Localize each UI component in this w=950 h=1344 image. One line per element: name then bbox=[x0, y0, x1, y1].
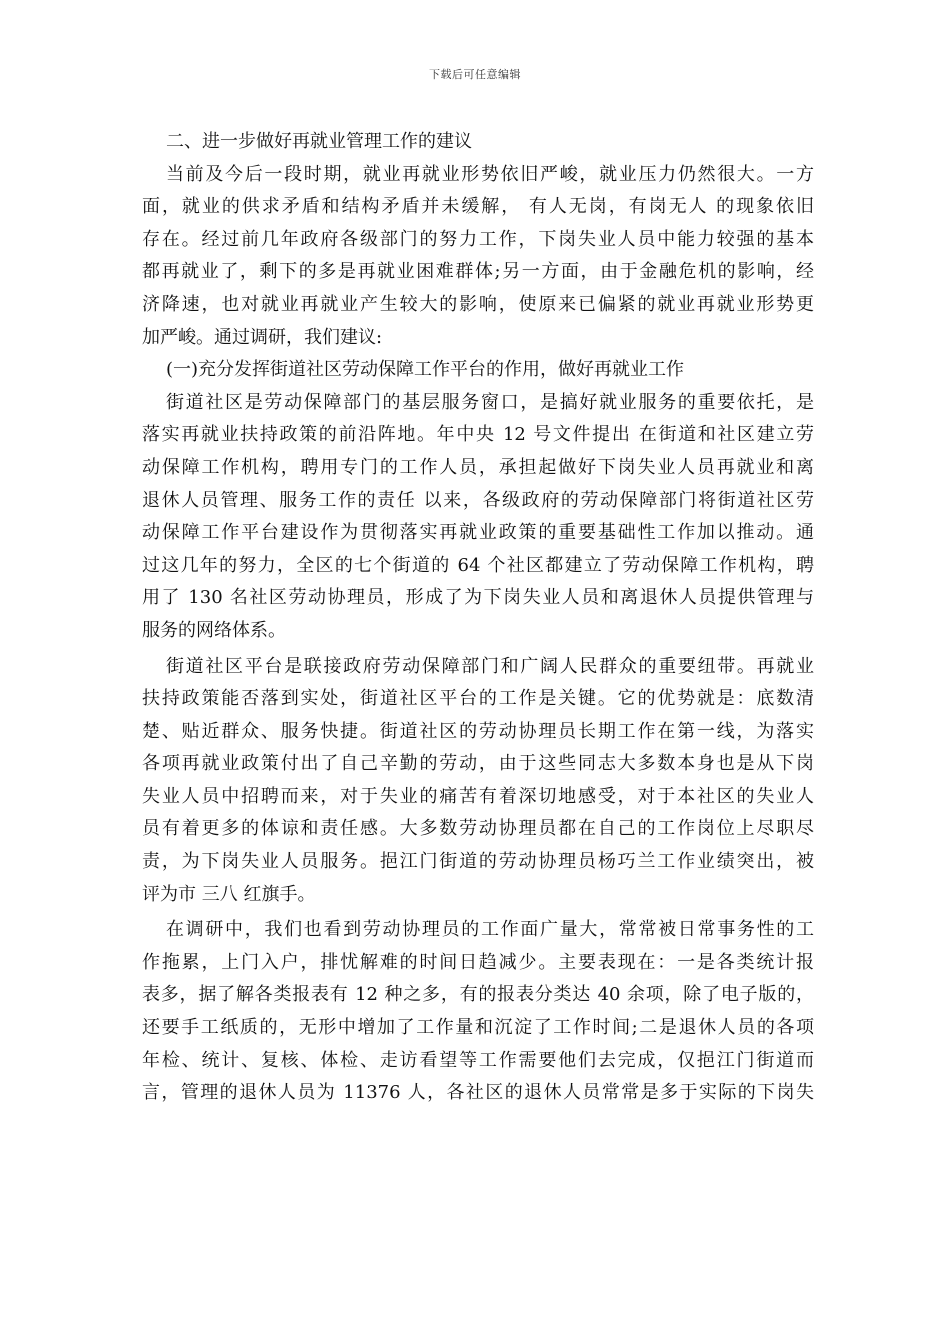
text-line: 失业人员中招聘而来，对于失业的痛苦有着深切地感受，对于本社区的失业人 bbox=[142, 785, 814, 807]
text-line: 过这几年的努力，全区的七个街道的 64 个社区都建立了劳动保障工作机构，聘 bbox=[142, 554, 814, 576]
paragraph bbox=[142, 914, 814, 1110]
text-line: 退休人员管理、服务工作的责任 以来，各级政府的劳动保障部门将街道社区劳 bbox=[142, 489, 814, 511]
text-line: 员有着更多的体谅和责任感。大多数劳动协理员都在自己的工作岗位上尽职尽 bbox=[142, 818, 814, 840]
text-line: 用了 130 名社区劳动协理员，形成了为下岗失业人员和离退休人员提供管理与 bbox=[142, 587, 814, 609]
text-line: 言，管理的退休人员为 11376 人，各社区的退休人员常常是多于实际的下岗失 bbox=[142, 1082, 814, 1104]
paragraph bbox=[142, 387, 814, 648]
text-line: 年检、统计、复核、体检、走访看望等工作需要他们去完成，仅挹江门街道而 bbox=[142, 1049, 814, 1071]
text-line: (一)充分发挥街道社区劳动保障工作平台的作用，做好再就业工作 bbox=[166, 359, 685, 381]
text-line: 评为市 三八 红旗手。 bbox=[142, 883, 316, 905]
section-heading bbox=[142, 126, 814, 159]
text-line: 作拖累，上门入户，排忧解难的时间日趋减少。主要表现在：一是各类统计报 bbox=[142, 951, 814, 973]
text-line: 在调研中，我们也看到劳动协理员的工作面广量大，常常被日常事务性的工 bbox=[166, 919, 814, 941]
text-line: 各项再就业政策付出了自己辛勤的劳动，由于这些同志大多数本身也是从下岗 bbox=[142, 753, 814, 775]
paragraph bbox=[142, 159, 814, 355]
text-line: 街道社区是劳动保障部门的基层服务窗口，是搞好就业服务的重要依托，是 bbox=[166, 391, 814, 413]
text-line: 还要手工纸质的，无形中增加了工作量和沉淀了工作时间;二是退休人员的各项 bbox=[142, 1017, 814, 1039]
text-line: 服务的网络体系。 bbox=[142, 619, 286, 641]
text-line: 动保障工作平台建设作为贯彻落实再就业政策的重要基础性工作加以推动。通 bbox=[142, 522, 814, 544]
page-header: 下载后可任意编辑 bbox=[429, 68, 521, 81]
text-line: 济降速，也对就业再就业产生较大的影响，使原来已偏紧的就业再就业形势更 bbox=[142, 293, 814, 315]
text-line: 二、进一步做好再就业管理工作的建议 bbox=[166, 131, 472, 152]
text-line: 街道社区平台是联接政府劳动保障部门和广阔人民群众的重要纽带。再就业 bbox=[166, 655, 814, 677]
text-line: 当前及今后一段时期，就业再就业形势依旧严峻，就业压力仍然很大。一方 bbox=[166, 163, 814, 185]
text-line: 楚、贴近群众、服务快捷。街道社区的劳动协理员长期工作在第一线，为落实 bbox=[142, 720, 814, 742]
document-body bbox=[142, 126, 814, 1110]
subheading bbox=[142, 354, 814, 387]
text-line: 动保障工作机构，聘用专门的工作人员，承担起做好下岗失业人员再就业和离 bbox=[142, 456, 814, 478]
paragraph bbox=[142, 651, 814, 912]
text-line: 扶持政策能否落到实处，街道社区平台的工作是关键。它的优势就是：底数清 bbox=[142, 688, 814, 710]
text-line: 落实再就业扶持政策的前沿阵地。年中央 12 号文件提出 在街道和社区建立劳 bbox=[142, 424, 814, 446]
text-line: 面，就业的供求矛盾和结构矛盾并未缓解， 有人无岗，有岗无人 的现象依旧 bbox=[142, 196, 814, 218]
text-line: 存在。经过前几年政府各级部门的努力工作，下岗失业人员中能力较强的基本 bbox=[142, 228, 814, 250]
text-line: 都再就业了，剩下的多是再就业困难群体;另一方面，由于金融危机的影响，经 bbox=[142, 261, 814, 283]
text-line: 责，为下岗失业人员服务。挹江门街道的劳动协理员杨巧兰工作业绩突出，被 bbox=[142, 851, 814, 873]
text-line: 表多，据了解各类报表有 12 种之多，有的报表分类达 40 余项，除了电子版的， bbox=[142, 984, 814, 1006]
text-line: 加严峻。通过调研，我们建议: bbox=[142, 326, 383, 348]
